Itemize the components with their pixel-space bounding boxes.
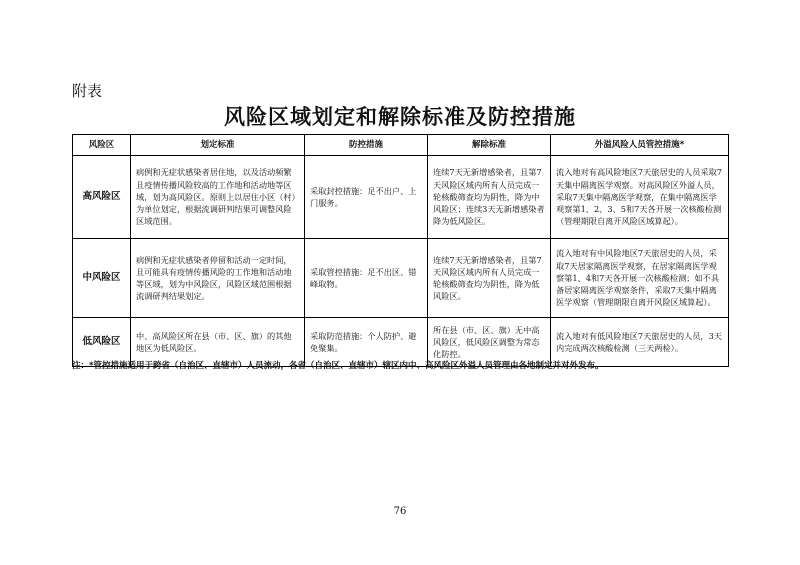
- header-criteria: 划定标准: [131, 135, 305, 156]
- criteria-cell: 中、高风险区所在县（市、区、旗）的其他地区为低风险区。: [131, 318, 305, 367]
- header-spillover: 外溢风险人员管控措施*: [551, 135, 729, 156]
- criteria-cell: 病例和无症状感染者停留和活动一定时间，且可能具有疫情传播风险的工作地和活动地等区域，划为中风险区，风险区域范围根据流调研判结果划定。: [131, 239, 305, 318]
- lifting-cell: 连续7天无新增感染者，且第7天风险区域内所有人员完成一轮核酸筛查均为阴性，降为中风险区；连续3天无新增感染者降为低风险区。: [428, 156, 551, 239]
- area-name-cell: 低风险区: [73, 318, 131, 367]
- spillover-cell: 流入地对有高风险地区7天旅居史的人员采取7天集中隔离医学观察。对高风险区外溢人员，采取7天集中隔离医学观察，在集中隔离医学观察第1、2、3、5和7天各开展一次核酸检测（管理期限自离开风险区域算起）。: [551, 156, 729, 239]
- criteria-cell: 病例和无症状感染者居住地，以及活动频繁且疫情传播风险较高的工作地和活动地等区域，划为高风险区。原则上以居住小区（村）为单位划定，根据流调研判结果可调整风险区域范围。: [131, 156, 305, 239]
- spillover-cell: 流入地对有中风险地区7天旅居史的人员，采取7天居家隔离医学观察，在居家隔离医学观察第1、4和7天各开展一次核酸检测；如不具备居家隔离医学观察条件，采取7天集中隔离医学观察（管理期限自离开风险区域算起）。: [551, 239, 729, 318]
- area-name-cell: 高风险区: [73, 156, 131, 239]
- risk-area-table: [72, 134, 729, 367]
- appendix-label: 附表: [72, 82, 103, 100]
- measures-cell: 采取管控措施：足不出区、错峰取物。: [305, 239, 428, 318]
- page-number: 76: [393, 506, 407, 517]
- header-measures: 防控措施: [305, 135, 428, 156]
- measures-cell: 采取封控措施：足不出户、上门服务。: [305, 156, 428, 239]
- lifting-cell: 所在县（市、区、旗）无中高风险区，低风险区调整为常态化防控。: [428, 318, 551, 367]
- table-row-high-risk: [73, 156, 729, 239]
- measures-cell: 采取防范措施：个人防护、避免聚集。: [305, 318, 428, 367]
- area-name-cell: 中风险区: [73, 239, 131, 318]
- lifting-cell: 连续7天无新增感染者，且第7天风险区域内所有人员完成一轮核酸筛查均为阴性，降为低风险区。: [428, 239, 551, 318]
- header-risk-area: 风险区: [73, 135, 131, 156]
- table-footnote: 注：*管控措施适用于跨省（自治区、直辖市）人员流动，各省（自治区、直辖市）辖区内中、高风险区外溢人员管理由各地制定并对外发布。: [72, 361, 604, 371]
- spillover-cell: 流入地对有低风险地区7天旅居史的人员，3天内完成两次核酸检测（三天两检）。: [551, 318, 729, 367]
- header-lifting: 解除标准: [428, 135, 551, 156]
- table-row-medium-risk: [73, 239, 729, 318]
- document-title: 风险区域划定和解除标准及防控措施: [224, 104, 576, 129]
- table-header-row: [73, 135, 729, 156]
